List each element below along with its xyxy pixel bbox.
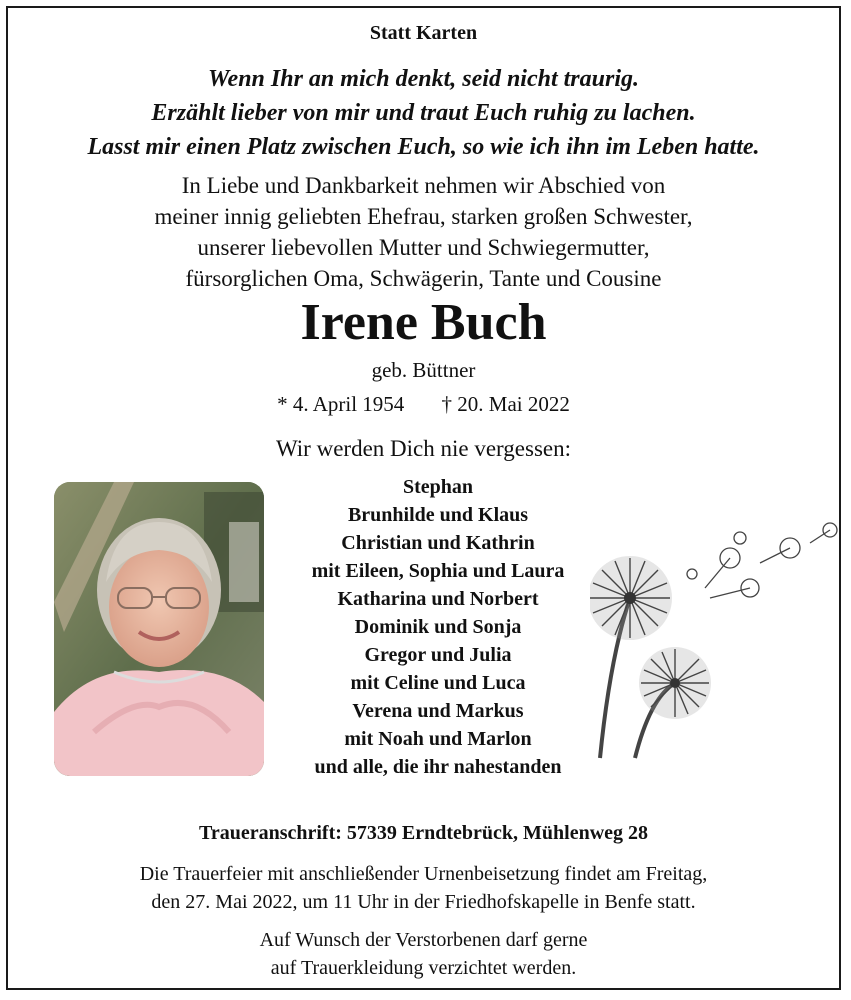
death-date: † 20. Mai 2022 <box>441 392 570 416</box>
life-dates <box>8 392 839 417</box>
wish-line: auf Trauerkleidung verzichtet werden. <box>270 957 577 979</box>
portrait-image <box>54 482 264 776</box>
family-line: Stephan <box>402 476 474 498</box>
wish-line: Auf Wunsch der Verstorbenen darf gerne <box>259 929 588 951</box>
service-line: den 27. Mai 2022, um 11 Uhr in der Friedhofskapelle in Benfe statt. <box>151 891 696 913</box>
family-list <box>248 473 628 781</box>
dandelion-illustration <box>590 508 840 768</box>
forget-line: Wir werden Dich nie vergessen: <box>276 436 571 461</box>
family-line: Christian und Kathrin <box>341 532 535 554</box>
header-text: Statt Karten <box>369 22 478 44</box>
family-line: mit Eileen, Sophia und Laura <box>311 560 565 582</box>
obituary-card <box>6 6 841 990</box>
birth-name: geb. Büttner <box>371 358 476 382</box>
intro-line: meiner innig geliebten Ehefrau, starken großen Schwester, <box>154 204 693 229</box>
deceased-name: Irene Buch <box>300 294 547 351</box>
birth-date: * 4. April 1954 <box>277 392 405 416</box>
family-line: Verena und Markus <box>352 700 524 722</box>
intro-text <box>8 170 839 294</box>
service-info <box>8 860 839 916</box>
intro-line: unserer liebevollen Mutter und Schwiegermutter, <box>197 235 650 260</box>
service-line: Die Trauerfeier mit anschließender Urnenbeisetzung findet am Freitag, <box>139 863 708 885</box>
intro-line: fürsorglichen Oma, Schwägerin, Tante und Cousine <box>185 266 662 291</box>
wish-note <box>8 926 839 982</box>
family-line: Brunhilde und Klaus <box>347 504 529 526</box>
family-line: Katharina und Norbert <box>337 588 539 610</box>
intro-line: In Liebe und Dankbarkeit nehmen wir Abschied von <box>181 173 666 198</box>
poem-line: Wenn Ihr an mich denkt, seid nicht traurig. <box>208 66 639 92</box>
family-line: Gregor und Julia <box>364 644 512 666</box>
family-line: mit Noah und Marlon <box>344 728 532 750</box>
family-line: und alle, die ihr nahestanden <box>314 756 562 778</box>
poem-line: Erzählt lieber von mir und traut Euch ruhig zu lachen. <box>151 100 696 126</box>
family-line: mit Celine und Luca <box>350 672 526 694</box>
poem <box>8 62 839 164</box>
mourning-address: Traueranschrift: 57339 Erndtebrück, Mühlenweg 28 <box>198 822 649 844</box>
portrait-photo <box>54 482 264 776</box>
family-line: Dominik und Sonja <box>354 616 522 638</box>
poem-line: Lasst mir einen Platz zwischen Euch, so wie ich ihn im Leben hatte. <box>87 134 760 160</box>
